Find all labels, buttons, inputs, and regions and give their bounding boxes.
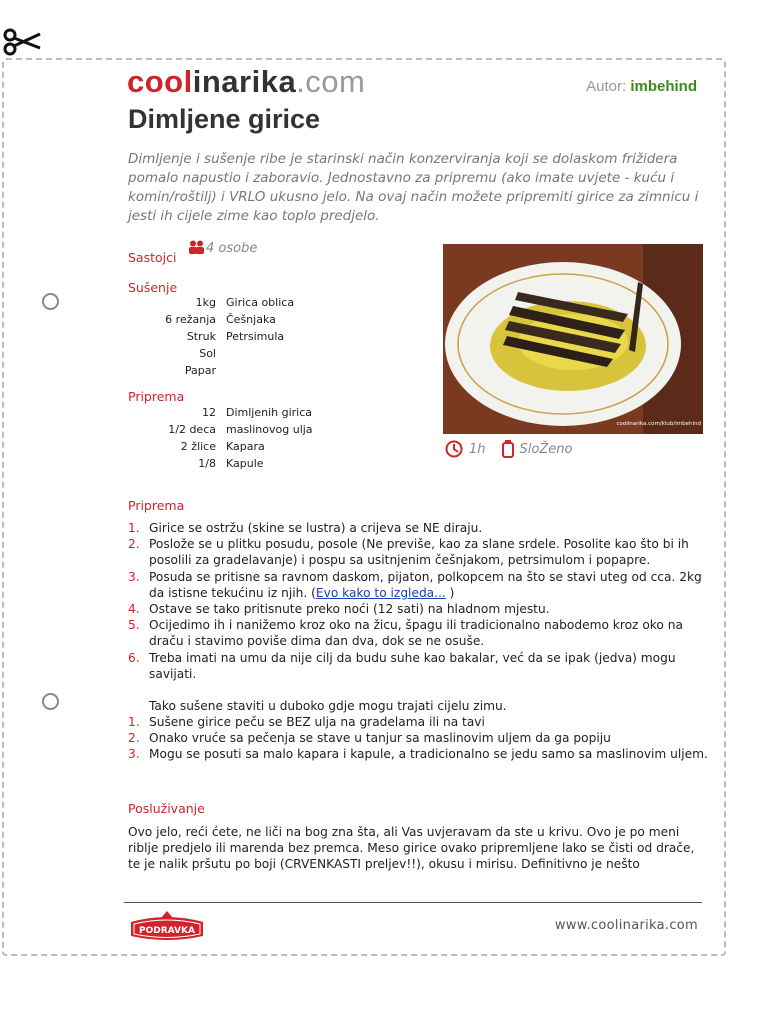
storage-note: Tako sušene staviti u duboko gdje mogu trajati cijelu zimu. (149, 699, 507, 713)
punch-hole (42, 293, 59, 310)
ingredient-row: 1kg Girica oblica (195, 296, 295, 309)
prep-time: 1h (469, 441, 486, 457)
list-item: 1. Sušene girice peču se BEZ ulja na gradelama ili na tavi (128, 715, 485, 729)
list-item: 2. Onako vruće sa pečenja se stave u tanjur sa maslinovim uljem da ga popiju (128, 731, 611, 746)
author: Autor: imbehind (586, 78, 697, 95)
serving-steps (128, 714, 708, 763)
list-item: 3. Posuda se pritisne sa ravnom daskom, pijaton, polkopcem na što se stavi uteg od cca. 2kg da istisne tekućinu iz njih. (Evo kako to izgleda... ) (128, 569, 702, 600)
list-item: 1. Girice se ostržu (skine se lustra) a crijeva se NE diraju. (128, 521, 483, 535)
servings: 4 osobe (188, 240, 257, 256)
clock-icon (445, 440, 463, 458)
list-item: 6. Treba imati na umu da nije cilj da budu suhe kao bakalar, već da se ipak (jedva) mogu savijati. (128, 650, 676, 681)
ingredient-row: 12 Dimljenih girica (202, 406, 313, 419)
ingredient-row: Struk Petrsimula (186, 330, 285, 343)
list-item: 5. Ocijedimo ih i nanižemo kroz oko na žicu, špagu ili tradicionalno nabodemo kroz oko na draču i stavimo poviše dima dan dva, dok se ne osuše. (128, 618, 683, 649)
ingredient-row: Sol (199, 347, 216, 360)
group-title-priprema: Priprema (128, 389, 185, 404)
people-icon (188, 240, 206, 254)
ingredient-row: Papar (184, 364, 216, 377)
recipe-meta (445, 440, 572, 458)
serving-text: Ovo jelo, reći ćete, ne liči na bog zna šta, ali Vas uvjeravam da ste u krivu. Ovo je po meni riblje predjelo ili marenda bez premca. Meso girice ovako pripremljene lako se čisti od drače, te je nalik pršutu po boji (CRVENKASTI preljev!!), okusu i mirisu. Definitivno je nešto (128, 825, 695, 872)
footer-divider (124, 902, 702, 903)
difficulty-icon (502, 440, 514, 458)
ingredient-row: 2 žlice Kapara (180, 440, 265, 453)
ingredient-row: 1/2 deca maslinovog ulja (168, 423, 313, 436)
list-item: 4. Ostave se tako pritisnute preko noći (12 sati) na hladnom mjestu. (128, 602, 550, 617)
photo-watermark: coolinarika.com/klub/imbehind (616, 421, 701, 427)
step-photo-link[interactable]: Evo kako to izgleda... (315, 585, 446, 600)
ingredients-heading: Sastojci (128, 250, 177, 265)
podravka-logo (127, 910, 207, 944)
recipe-intro: Dimljenje i sušenje ribe je starinski način konzerviranja koji se dolaskom frižidera pomalo napustio i zaboravio. Jednostavno za pripremu (ako imate uvjete - kuću i komin/roštilj) i VRLO ukusno jelo. Na ovaj način možete pripremiti girice za zimnicu i jesti ih cijele zime kao toplo predjelo. (128, 151, 699, 224)
ingredient-row: 1/8 Kapule (198, 457, 264, 470)
preparation-heading: Priprema (128, 498, 185, 513)
list-item: 3. Mogu se posuti sa malo kapara i kapule, a tradicionalno se jedu samo sa maslinovim uljem. (128, 747, 708, 762)
group-title-susenje: Sušenje (128, 280, 178, 295)
recipe-photo (443, 244, 703, 434)
difficulty: SloŽeno (519, 441, 573, 457)
serving-heading: Posluživanje (128, 801, 205, 816)
preparation-steps (128, 520, 708, 682)
ingredient-list-susenje (128, 294, 294, 379)
svg-text:PODRAVKA: PODRAVKA (139, 926, 195, 936)
scissors-icon (2, 26, 42, 58)
list-item: 2. Posložе se u plitku posudu, posole (Ne previše, kao za slane srdele. Posolite kao što bi ih posolili za gradelavanje) i pospu sa usitnjenim češnjakom, petrsimulom i popapre. (128, 537, 689, 568)
footer-website[interactable]: www.coolinarika.com (554, 918, 698, 933)
coolinarika-logo[interactable]: coolinarika.com (127, 64, 366, 99)
author-name[interactable]: imbehind (630, 78, 697, 95)
ingredient-row: 6 režanja Češnjaka (165, 313, 276, 326)
ingredient-list-priprema (128, 404, 313, 472)
punch-hole (42, 693, 59, 710)
recipe-title: Dimljene girice (128, 104, 321, 134)
